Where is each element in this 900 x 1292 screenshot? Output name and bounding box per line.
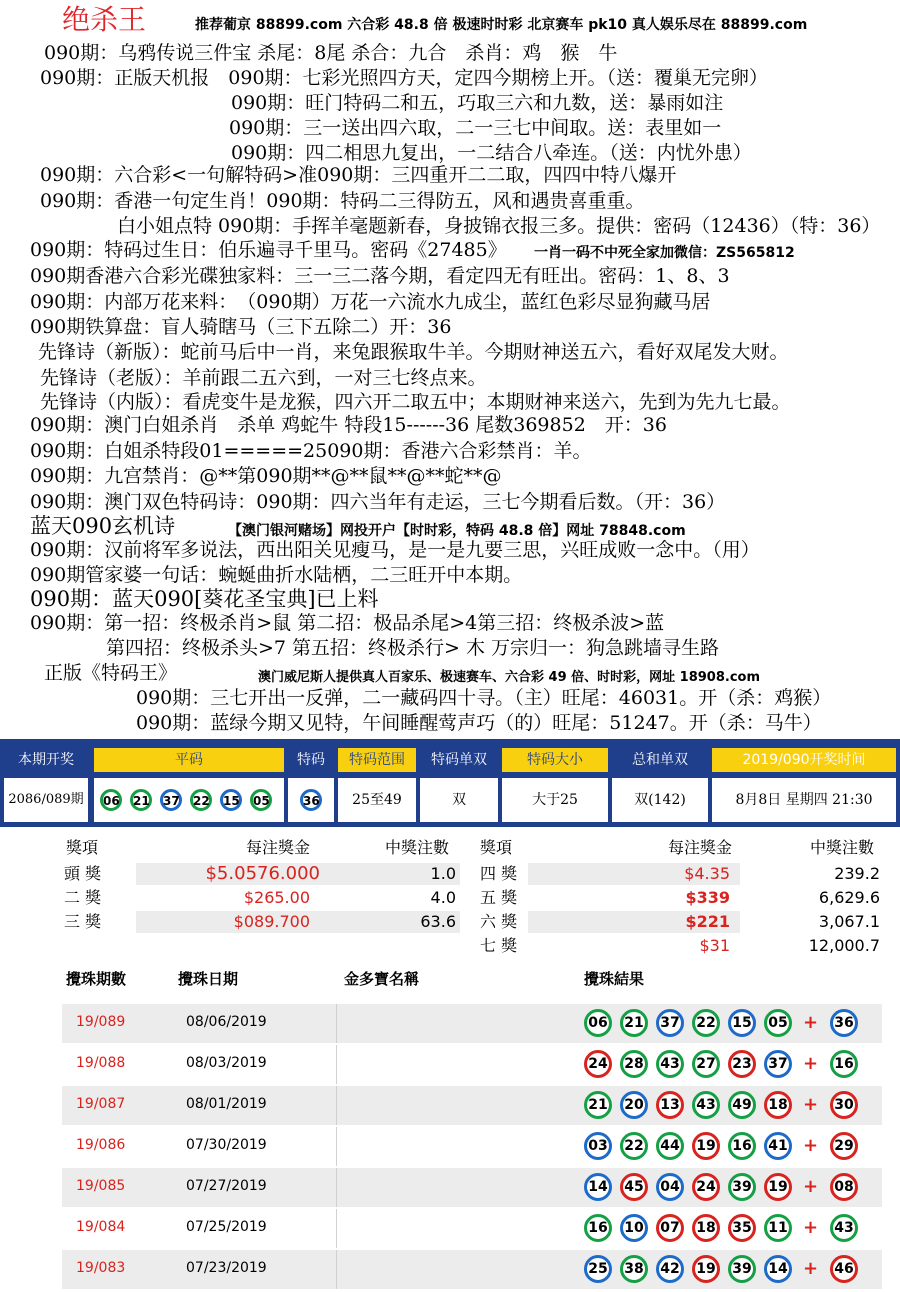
draw-header: 平码 <box>94 748 284 772</box>
number-ball: 38 <box>620 1255 648 1283</box>
prediction-line: 090期：特码过生日：伯乐遍寻千里马。密码《27485》 <box>30 239 507 261</box>
prediction-line: 090期：三一送出四六取，二一三七中间取。送：表里如一 <box>229 117 722 139</box>
prize-row: 四 獎 $4.35 239.2 <box>480 864 880 883</box>
special-ball: 46 <box>830 1255 858 1283</box>
number-ball: 03 <box>584 1132 612 1160</box>
number-ball: 06 <box>584 1009 612 1037</box>
history-row <box>62 1250 882 1289</box>
sum-odd-even: 双(142) <box>612 778 708 822</box>
plus-sign: + <box>803 1135 819 1156</box>
history-period: 19/084 <box>76 1219 126 1235</box>
special-ball: 36 <box>830 1009 858 1037</box>
prediction-line: 090期：第一招：终极杀肖>鼠 第二招：极品杀尾>4第三招：终极杀波>蓝 <box>30 612 665 634</box>
history-header: 金多寶名稱 <box>344 970 420 988</box>
number-ball: 22 <box>190 789 212 811</box>
history-date: 07/27/2019 <box>186 1178 267 1194</box>
prediction-line: 090期：正版天机报 090期：七彩光照四方天，定四今期榜上开。（送：覆巢无完卵） <box>40 67 769 89</box>
special-ball: 36 <box>300 789 322 811</box>
prediction-line: 090期：旺门特码二和五，巧取三六和九数，送：暴雨如注 <box>231 92 724 114</box>
history-row <box>62 1127 882 1166</box>
number-ball: 37 <box>764 1050 792 1078</box>
number-ball: 06 <box>100 789 122 811</box>
prediction-line: 090期：蓝绿今期又见特，午间睡醒莺声巧（的）旺尾：51247。开（杀：马牛） <box>136 712 822 734</box>
history-row <box>62 1209 882 1248</box>
history-date: 08/06/2019 <box>186 1014 267 1030</box>
history-row <box>62 1045 882 1084</box>
prediction-line: 090期：六合彩<一句解特码>准090期：三四重开二二取，四四中特八爆开 <box>40 164 677 186</box>
number-ball: 15 <box>728 1009 756 1037</box>
history-header: 攪珠日期 <box>178 970 239 988</box>
draw-regular-balls <box>94 778 284 822</box>
prediction-line: 090期：三七开出一反弹，二一藏码四十寻。（主）旺尾：46031。开（杀：鸡猴） <box>136 687 832 709</box>
number-ball: 21 <box>620 1009 648 1037</box>
promo-banner-top[interactable]: 推荐葡京 88899.com 六合彩 48.8 倍 极速时时彩 北京赛车 pk10 真人娱乐尽在 88899.com <box>195 17 808 33</box>
draw-header: 特码大小 <box>502 748 608 772</box>
prediction-line: 090期：香港一句定生肖！090期：特码二三得防五，风和遇贵喜重重。 <box>40 190 645 212</box>
prize-header: 獎項 <box>66 838 99 857</box>
number-ball: 43 <box>656 1050 684 1078</box>
plus-sign: + <box>803 1217 819 1238</box>
promo-banner-low[interactable]: 澳门威尼斯人提供真人百家乐、极速赛车、六合彩 49 倍、时时彩，网址 18908.com <box>258 670 761 685</box>
number-ball: 23 <box>728 1050 756 1078</box>
prediction-line: 090期：四二相思九复出，一二结合八牵连。（送：内忧外患） <box>231 142 752 164</box>
number-ball: 20 <box>620 1091 648 1119</box>
plus-sign: + <box>803 1258 819 1279</box>
special-size: 大于25 <box>502 778 608 822</box>
number-ball: 39 <box>728 1255 756 1283</box>
prediction-line: 白小姐点特 090期：手挥羊毫题新春，身披锦衣报三多。提供：密码（12436）（特：36） <box>117 215 881 237</box>
number-ball: 41 <box>764 1132 792 1160</box>
prize-header: 中獎注數 <box>385 838 450 857</box>
number-ball: 05 <box>250 789 272 811</box>
promo-banner-mid[interactable]: 【澳门银河赌场】网投开户【时时彩，特码 48.8 倍】网址 78848.com <box>228 523 686 539</box>
prediction-line: 正版《特码王》 <box>44 662 178 684</box>
number-ball: 42 <box>656 1255 684 1283</box>
number-ball: 43 <box>692 1091 720 1119</box>
number-ball: 37 <box>160 789 182 811</box>
prize-row: 七 獎 $31 12,000.7 <box>480 936 880 955</box>
prediction-line: 090期：九宫禁肖：@**第090期**@**鼠**@**蛇**@ <box>30 465 502 487</box>
draw-header: 本期开奖 <box>4 748 88 772</box>
number-ball: 44 <box>656 1132 684 1160</box>
number-ball: 16 <box>728 1132 756 1160</box>
prize-header: 中獎注數 <box>810 838 875 857</box>
history-date: 08/03/2019 <box>186 1055 267 1071</box>
draw-header: 特码 <box>288 748 334 772</box>
history-date: 07/25/2019 <box>186 1219 267 1235</box>
prediction-line: 090期铁算盘：盲人骑瞎马（三下五除二）开：36 <box>30 316 452 338</box>
prediction-line: 090期：白姐杀特段01=====25090期：香港六合彩禁肖：羊。 <box>30 440 592 462</box>
special-ball: 43 <box>830 1214 858 1242</box>
draw-header: 总和单双 <box>612 748 708 772</box>
special-odd-even: 双 <box>420 778 498 822</box>
number-ball: 27 <box>692 1050 720 1078</box>
prediction-line: 第四招：终极杀头>7 第五招：终极杀行> 木 万宗归一：狗急跳墙寻生路 <box>106 637 720 659</box>
prize-header: 每注獎金 <box>668 838 733 857</box>
plus-sign: + <box>803 1176 819 1197</box>
number-ball: 37 <box>656 1009 684 1037</box>
prediction-line: 090期：澳门双色特码诗：090期：四六当年有走运，三七今期看后数。（开：36） <box>30 491 726 513</box>
prediction-line: 090期：汉前将军多说法，西出阳关见瘦马，是一是九要三思，兴旺成败一念中。（用） <box>30 539 760 561</box>
number-ball: 21 <box>584 1091 612 1119</box>
history-period: 19/083 <box>76 1260 126 1276</box>
section-heading: 蓝天090玄机诗 <box>30 514 176 538</box>
number-ball: 18 <box>692 1214 720 1242</box>
number-ball: 35 <box>728 1214 756 1242</box>
number-ball: 05 <box>764 1009 792 1037</box>
number-ball: 22 <box>692 1009 720 1037</box>
number-ball: 24 <box>584 1050 612 1078</box>
draw-header: 特码单双 <box>420 748 498 772</box>
prediction-line: 090期：乌鸦传说三件宝 杀尾：8尾 杀合：九合 杀肖：鸡 猴 牛 <box>44 42 618 64</box>
prize-row: 六 獎 $221 3,067.1 <box>480 912 880 931</box>
number-ball: 19 <box>692 1255 720 1283</box>
prediction-line: 090期：澳门白姐杀肖 杀单 鸡蛇牛 特段15------36 尾数369852 开：36 <box>30 414 667 436</box>
history-period: 19/087 <box>76 1096 126 1112</box>
prediction-line: 090期香港六合彩光碟独家料：三一三二落今期，看定四无有旺出。密码：1、8、3 <box>30 265 730 287</box>
special-ball: 16 <box>830 1050 858 1078</box>
number-ball: 24 <box>692 1173 720 1201</box>
history-period: 19/089 <box>76 1014 126 1030</box>
draw-header: 2019/090开奖时间 <box>712 748 896 772</box>
history-period: 19/085 <box>76 1178 126 1194</box>
prize-row: 頭 獎 $5.0576.000 1.0 <box>64 863 456 884</box>
number-ball: 25 <box>584 1255 612 1283</box>
history-header: 攪珠期數 <box>66 970 127 988</box>
prediction-line: 先锋诗（老版）：羊前跟二五六到，一对三七终点来。 <box>40 367 487 389</box>
number-ball: 11 <box>764 1214 792 1242</box>
number-ball: 13 <box>656 1091 684 1119</box>
number-ball: 16 <box>584 1214 612 1242</box>
prediction-line: 先锋诗（内版）：看虎变牛是龙猴，四六开二取五中；本期财神来送六，先到为先九七最。 <box>40 391 791 413</box>
plus-sign: + <box>803 1053 819 1074</box>
draw-special-cell <box>288 778 334 822</box>
number-ball: 07 <box>656 1214 684 1242</box>
special-ball: 29 <box>830 1132 858 1160</box>
number-ball: 15 <box>220 789 242 811</box>
number-ball: 19 <box>764 1173 792 1201</box>
number-ball: 21 <box>130 789 152 811</box>
history-date: 08/01/2019 <box>186 1096 267 1112</box>
history-date: 07/23/2019 <box>186 1260 267 1276</box>
page-title: 绝杀王 <box>62 3 147 36</box>
prediction-line: 先锋诗（新版）：蛇前马后中一肖，来兔跟猴取牛羊。今期财神送五六，看好双尾发大财。 <box>38 341 789 363</box>
plus-sign: + <box>803 1094 819 1115</box>
number-ball: 22 <box>620 1132 648 1160</box>
promo-wechat: 一肖一码不中死全家加微信：ZS565812 <box>534 245 795 261</box>
history-row <box>62 1168 882 1207</box>
history-row <box>62 1004 882 1043</box>
prize-header: 獎項 <box>480 838 513 857</box>
number-ball: 10 <box>620 1214 648 1242</box>
history-header: 攪珠結果 <box>584 970 645 988</box>
number-ball: 14 <box>764 1255 792 1283</box>
prediction-line: 090期：蓝天090[葵花圣宝典]已上料 <box>30 587 379 611</box>
history-period: 19/088 <box>76 1055 126 1071</box>
prize-row: 三 獎 $089.700 63.6 <box>64 912 456 931</box>
number-ball: 45 <box>620 1173 648 1201</box>
number-ball: 18 <box>764 1091 792 1119</box>
history-period: 19/086 <box>76 1137 126 1153</box>
number-ball: 28 <box>620 1050 648 1078</box>
draw-period: 2086/089期 <box>4 778 88 822</box>
number-ball: 04 <box>656 1173 684 1201</box>
prediction-line: 090期管家婆一句话：蜿蜒曲折水陆栖，二三旺开中本期。 <box>30 564 523 586</box>
special-ball: 08 <box>830 1173 858 1201</box>
history-date: 07/30/2019 <box>186 1137 267 1153</box>
number-ball: 39 <box>728 1173 756 1201</box>
prize-header: 每注獎金 <box>246 838 311 857</box>
number-ball: 49 <box>728 1091 756 1119</box>
prize-row: 五 獎 $339 6,629.6 <box>480 888 880 907</box>
special-range: 25至49 <box>338 778 416 822</box>
history-row <box>62 1086 882 1125</box>
prize-row: 二 獎 $265.00 4.0 <box>64 888 456 907</box>
number-ball: 19 <box>692 1132 720 1160</box>
draw-header: 特码范围 <box>338 748 416 772</box>
draw-time: 8月8日 星期四 21:30 <box>712 778 896 822</box>
prediction-line: 090期：内部万花来料： （090期）万花一六流水九成尘，蓝红色彩尽显狗藏马居 <box>30 291 711 313</box>
number-ball: 14 <box>584 1173 612 1201</box>
plus-sign: + <box>803 1012 819 1033</box>
special-ball: 30 <box>830 1091 858 1119</box>
